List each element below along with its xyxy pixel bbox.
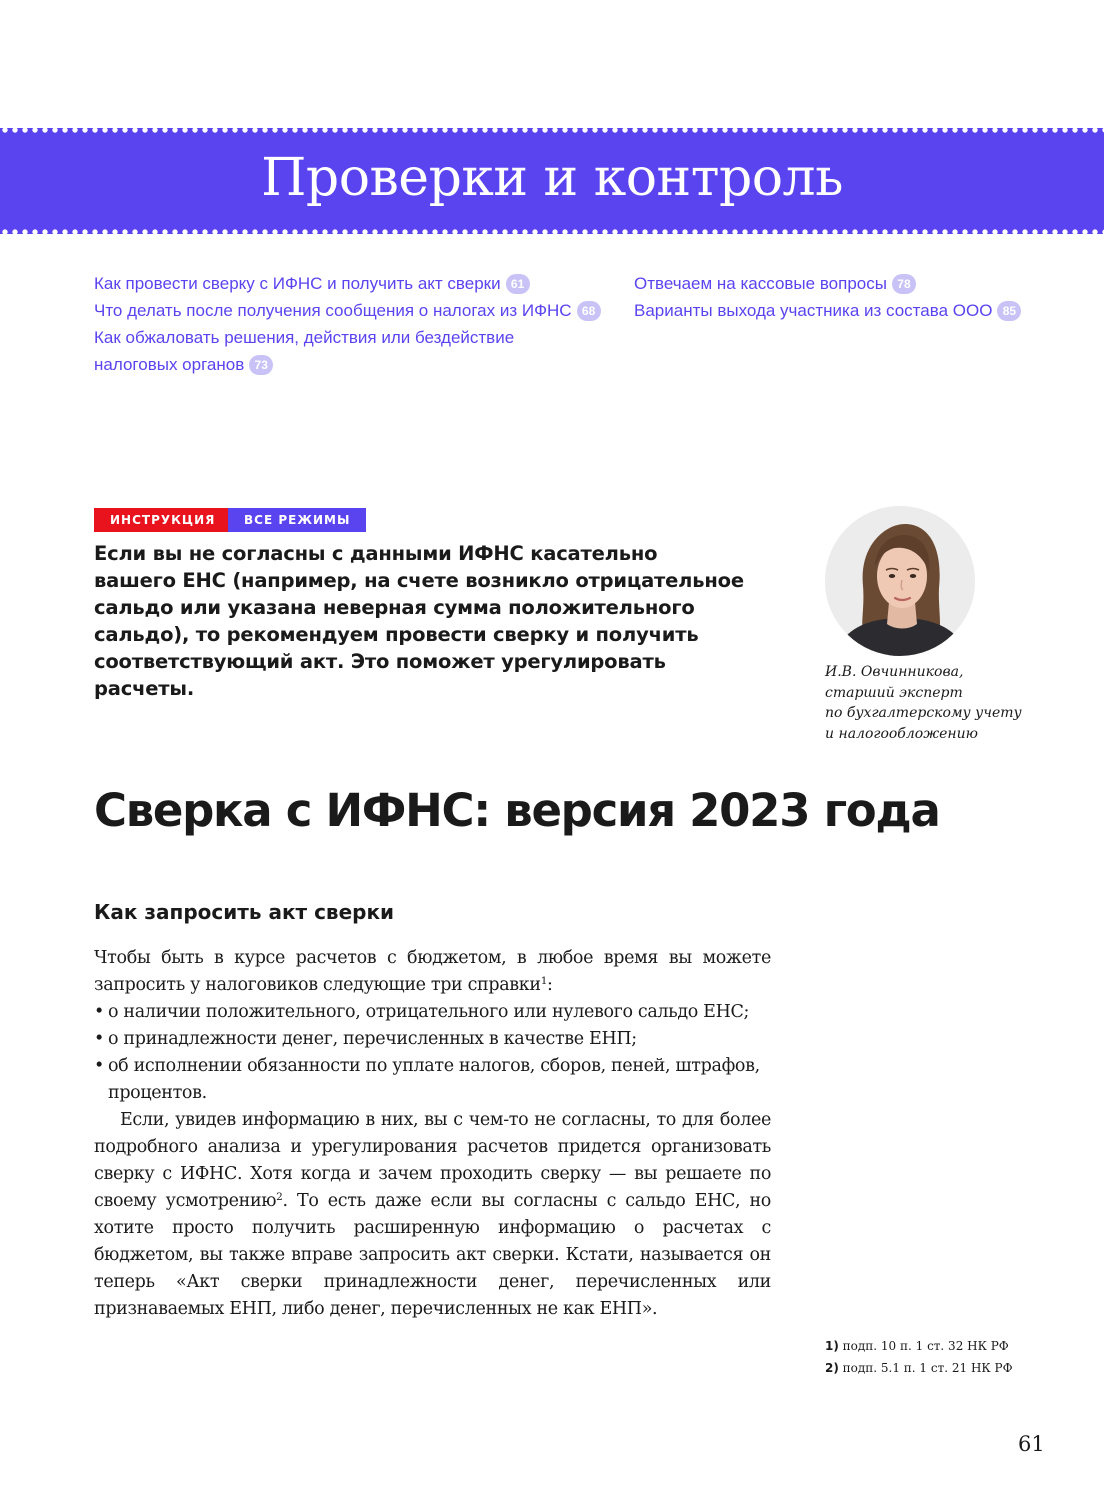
toc-right-column [634, 270, 1021, 324]
footnote-ref[interactable]: 2 [276, 1191, 283, 1203]
author-caption [825, 662, 1065, 744]
footnotes [825, 1335, 1085, 1379]
article-subtitle: Как запросить акт сверки [94, 900, 395, 924]
toc-left-column [94, 270, 601, 378]
tag-all-regimes: ВСЕ РЕЖИМЫ [228, 508, 366, 532]
author-position: и налогообложению [825, 725, 978, 742]
footnote-text: подп. 5.1 п. 1 ст. 21 НК РФ [842, 1361, 1013, 1375]
footnote-text: подп. 10 п. 1 ст. 32 НК РФ [842, 1339, 1009, 1353]
toc-page-badge: 78 [892, 274, 916, 294]
author-avatar [825, 506, 975, 656]
author-position: по бухгалтерскому учету [825, 705, 1022, 721]
body-paragraph: Если, увидев информацию в них, вы с чем-то не согласны, то для более подробного анализа и урегулирования расчетов придется организовать сверку с ИФНС. Хотя когда и зачем проходить сверку — вы решаете по своему усмотрению$^2$. То есть даже если вы согласны с сальдо ЕНС, но хотите просто получить расширенную информацию о расчетах с бюджетом, вы также вправе запросить акт сверки. Кстати, называется он теперь «Акт сверки принадлежности денег, перечисленных или признаваемых ЕНП, либо денег, перечисленных не как ЕНП». [94, 1110, 771, 1319]
toc-item-label[interactable]: Как провести сверку с ИФНС и получить акт сверки [94, 274, 501, 293]
certificates-list [94, 999, 771, 1107]
list-item: • о принадлежности денег, перечисленных в качестве ЕНП; [94, 1026, 771, 1053]
section-banner [0, 128, 1104, 234]
article-body [94, 945, 771, 1323]
toc-item-label[interactable]: Как обжаловать решения, действия или бездействие [94, 328, 515, 347]
footnote-ref[interactable]: 1 [540, 975, 548, 987]
footnote [825, 1335, 1085, 1357]
toc-page-badge: 85 [997, 301, 1021, 321]
intro-paragraph: Чтобы быть в курсе расчетов с бюджетом, в любое время вы можете запросить у налоговиков следующие три справки$^1$: [94, 948, 771, 995]
author-position: старший эксперт [825, 684, 963, 701]
article-title: Сверка с ИФНС: версия 2023 года [94, 784, 940, 837]
list-item: • о наличии положительного, отрицательного или нулевого сальдо ЕНС; [94, 999, 771, 1026]
toc-item-label[interactable]: Отвечаем на кассовые вопросы [634, 274, 887, 293]
toc-item[interactable] [634, 270, 1021, 297]
section-title: Проверки и контроль [261, 148, 843, 208]
footnote [825, 1357, 1085, 1379]
toc-item[interactable] [94, 270, 601, 297]
footnote-number: 2) [825, 1361, 839, 1375]
author-portrait-icon [825, 506, 975, 656]
toc-item-label[interactable]: Варианты выхода участника из состава ООО [634, 301, 993, 320]
toc-item-continuation[interactable] [94, 351, 601, 378]
banner-scalloped-edge-bottom [0, 228, 1104, 236]
toc-item[interactable] [634, 297, 1021, 324]
toc-item-label[interactable]: налоговых органов [94, 355, 245, 374]
page-number: 61 [1018, 1432, 1045, 1456]
author-name: И.В. Овчинникова, [825, 664, 964, 680]
tag-instruction: ИНСТРУКЦИЯ [94, 508, 231, 532]
lead-paragraph: Если вы не согласны с данными ИФНС касательно вашего ЕНС (например, на счете возникло отрицательное сальдо или указана неверная сумма положительного сальдо), то рекомендуем провести сверку и получить соответствующий акт. Это поможет урегулировать расчеты. [94, 542, 744, 700]
footnote-number: 1) [825, 1339, 839, 1353]
list-item: • об исполнении обязанности по уплате налогов, сборов, пеней, штрафов, процентов. [94, 1053, 771, 1107]
toc-item-label[interactable]: Что делать после получения сообщения о налогах из ИФНС [94, 301, 572, 320]
banner-scalloped-edge-top [0, 126, 1104, 134]
toc-page-badge: 61 [506, 274, 530, 294]
toc-item[interactable] [94, 297, 601, 324]
toc-page-badge: 73 [249, 355, 273, 375]
toc-page-badge: 68 [577, 301, 601, 321]
toc-item[interactable] [94, 324, 601, 351]
